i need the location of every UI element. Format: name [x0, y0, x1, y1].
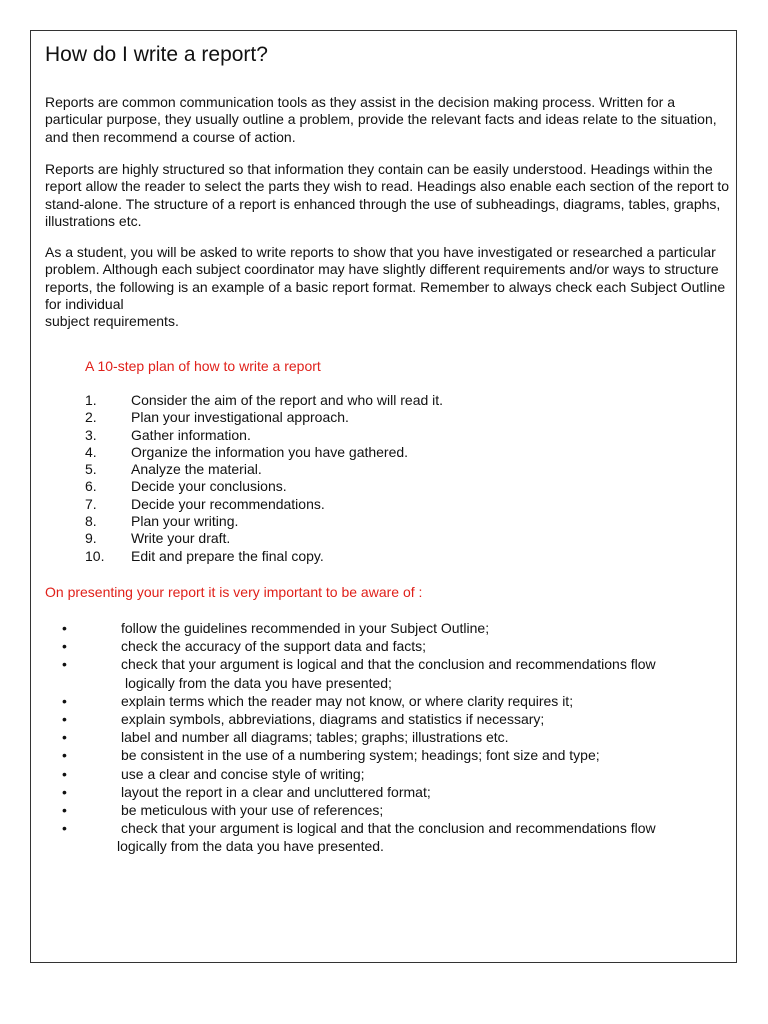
step-number: 3. [85, 426, 97, 443]
bullet-icon: • [62, 765, 67, 782]
step-text: Consider the aim of the report and who will read it. [131, 392, 444, 408]
bullet-text: check the accuracy of the support data and facts; [121, 638, 427, 655]
bullet-icon: • [62, 692, 67, 709]
step-number: 1. [85, 392, 97, 408]
step-number: 7. [85, 495, 97, 512]
list-item [85, 392, 443, 409]
list-item [85, 530, 443, 547]
step-text: Write your draft. [131, 530, 231, 547]
guidelines-list [62, 619, 722, 856]
list-item [62, 819, 722, 855]
step-text: Decide your recommendations. [131, 495, 325, 512]
list-item [62, 765, 722, 783]
step-number: 4. [85, 443, 97, 460]
steps-list [85, 392, 443, 565]
bullet-text: use a clear and concise style of writing; [121, 765, 365, 782]
list-item [85, 427, 443, 444]
bullet-icon: • [62, 783, 67, 800]
list-item [62, 783, 722, 801]
step-number: 6. [85, 478, 97, 495]
list-item [62, 655, 722, 691]
step-text: Decide your conclusions. [131, 478, 287, 495]
step-text: Organize the information you have gathered. [131, 443, 409, 460]
bullet-text-continuation: logically from the data you have presented. [117, 838, 384, 855]
list-item [85, 444, 443, 461]
list-item [85, 513, 443, 530]
list-item [85, 496, 443, 513]
bullet-text-continuation: logically from the data you have presented; [125, 674, 392, 691]
list-item [85, 461, 443, 478]
bullet-icon: • [62, 747, 67, 764]
bullet-text: explain terms which the reader may not know, or where clarity requires it; [121, 692, 574, 709]
bullet-icon: • [62, 820, 67, 837]
bullet-icon: • [62, 711, 67, 728]
list-item [62, 746, 722, 764]
step-text: Edit and prepare the final copy. [131, 547, 324, 564]
bullet-text: be meticulous with your use of references; [121, 802, 384, 819]
list-item [62, 619, 722, 637]
step-number: 5. [85, 461, 97, 478]
step-text: Plan your investigational approach. [131, 409, 349, 426]
bullet-icon: • [62, 802, 67, 819]
list-item [62, 710, 722, 728]
bullet-icon: • [62, 656, 67, 673]
list-item [62, 728, 722, 746]
list-item [62, 692, 722, 710]
list-item [62, 801, 722, 819]
bullet-text: layout the report in a clear and uncluttered format; [121, 783, 431, 800]
step-number: 9. [85, 530, 97, 547]
bullet-icon: • [62, 638, 67, 655]
student-paragraph-end: subject requirements. [45, 313, 179, 330]
step-text: Gather information. [131, 426, 251, 443]
list-item [85, 548, 443, 565]
step-number: 2. [85, 409, 97, 426]
bullet-icon: • [62, 620, 67, 636]
bullet-icon: • [62, 729, 67, 746]
aware-heading: On presenting your report it is very important to be aware of : [45, 584, 423, 600]
step-number: 10. [85, 547, 105, 564]
bullet-text: check that your argument is logical and that the conclusion and recommendations flow [121, 820, 656, 837]
step-text: Plan your writing. [131, 513, 239, 530]
list-item [85, 478, 443, 495]
page-title: How do I write a report? [45, 43, 268, 66]
bullet-text: check that your argument is logical and that the conclusion and recommendations flow [121, 656, 656, 673]
plan-heading: A 10-step plan of how to write a report [85, 358, 321, 374]
list-item [85, 409, 443, 426]
structure-paragraph: Reports are highly structured so that information they contain can be easily understood. Headings within the report allow the reader to select the parts they wish to read. Headings also enable each section of the report to stand-alone. The structure of a report is enhanced through the use of subheadings, diagrams, tables, graphs, illustrations etc. [45, 161, 730, 229]
intro-paragraph: Reports are common communication tools as they assist in the decision making process. Written for a particular purpose, they usually outline a problem, provide the relevant facts and ideas relate to the situation, and then recommend a course of action. [45, 94, 717, 145]
step-number: 8. [85, 513, 97, 530]
student-paragraph-text: As a student, you will be asked to write reports to show that you have investigated or researched a particular problem. Although each subject coordinator may have slightly different requirements and/or ways to structure reports, the following is an example of a basic report format. Remember to always check each Subject Outline for individual [45, 244, 726, 312]
step-text: Analyze the material. [131, 461, 262, 478]
bullet-text: be consistent in the use of a numbering system; headings; font size and type; [121, 747, 600, 764]
bullet-text: label and number all diagrams; tables; graphs; illustrations etc. [121, 729, 509, 746]
list-item [62, 637, 722, 655]
bullet-text: explain symbols, abbreviations, diagrams and statistics if necessary; [121, 711, 545, 728]
bullet-text: follow the guidelines recommended in your Subject Outline; [121, 620, 490, 636]
student-paragraph [45, 244, 730, 330]
